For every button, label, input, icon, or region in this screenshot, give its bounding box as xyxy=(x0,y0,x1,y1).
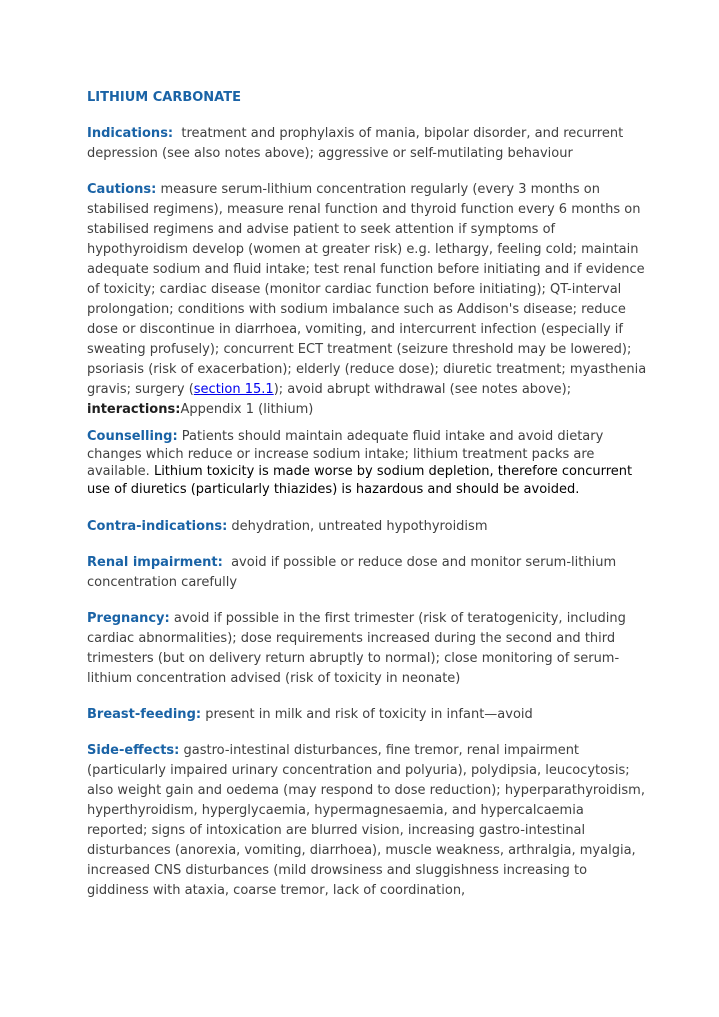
indications-section xyxy=(87,124,647,164)
section-15-1-link[interactable]: section 15.1 xyxy=(193,382,274,397)
side-effects-text: gastro-intestinal disturbances, fine tremor, renal impairment (particularly impaired urinary concentration and polyuria), polydipsia, leucocytosis; also weight gain and oedema (may respond to dose reduction); hyperparathyroidism, hyperthyroidism, hyperglycaemia, hypermagnesaemia, and hypercalcaemia reported; signs of intoxication are blurred vision, increasing gastro-intestinal disturbances (anorexia, vomiting, diarrhoea), muscle weakness, arthralgia, myalgia, increased CNS disturbances (mild drowsiness and sluggishness increasing to giddiness with ataxia, coarse tremor, lack of coordination, xyxy=(87,743,645,898)
interactions-label: interactions: xyxy=(87,402,181,417)
monograph-title: LITHIUM CARBONATE xyxy=(87,90,241,105)
counselling-warning: Lithium toxicity is made worse by sodium depletion, therefore concurrent use of diuretics (particularly thiazides) is hazardous and should be avoided. xyxy=(87,464,633,497)
breast-feeding-label: Breast-feeding: xyxy=(87,707,202,722)
contra-indications-label: Contra-indications: xyxy=(87,519,228,534)
interactions-text: Appendix 1 (lithium) xyxy=(180,402,314,417)
counselling-section xyxy=(87,428,647,498)
renal-impairment-text: avoid if possible or reduce dose and monitor serum-lithium concentration carefully xyxy=(87,555,621,590)
counselling-text: Patients should maintain adequate fluid intake and avoid dietary changes which reduce or increase sodium intake; lithium treatment packs are available. xyxy=(87,429,604,479)
pregnancy-label: Pregnancy: xyxy=(87,611,170,626)
counselling-label: Counselling: xyxy=(87,429,178,444)
cautions-section xyxy=(87,180,647,420)
document-page xyxy=(87,88,647,917)
contra-indications-section xyxy=(87,517,647,537)
side-effects-label: Side-effects: xyxy=(87,743,180,758)
side-effects-section xyxy=(87,741,647,901)
renal-impairment-label: Renal impairment: xyxy=(87,555,223,570)
cautions-text: measure serum-lithium concentration regularly (every 3 months on stabilised regimens), measure renal function and thyroid function every 6 months on stabilised regimens and advise patient to seek attention if symptoms of hypothyroidism develop (women at greater risk) e.g. lethargy, feeling cold; maintain adequate sodium and fluid intake; test renal function before initiating and if evidence of toxicity; cardiac disease (monitor cardiac function before initiating); QT-interval prolongation; conditions with sodium imbalance such as Addison's disease; reduce dose or discontinue in diarrhoea, vomiting, and intercurrent infection (especially if sweating profusely); concurrent ECT treatment (seizure threshold may be lowered); psoriasis (risk of exacerbation); elderly (reduce dose); diuretic treatment; myasthenia gravis; surgery ( xyxy=(87,182,647,397)
contra-indications-text: dehydration, untreated hypothyroidism xyxy=(227,519,488,534)
cautions-text-after-link: ); avoid abrupt withdrawal (see notes above); xyxy=(273,382,572,397)
indications-label: Indications: xyxy=(87,126,174,141)
breast-feeding-text: present in milk and risk of toxicity in infant—avoid xyxy=(201,707,533,722)
breast-feeding-section xyxy=(87,705,647,725)
pregnancy-text: avoid if possible in the first trimester (risk of teratogenicity, including cardiac abnormalities); dose requirements increased during the second and third trimesters (but on delivery return abruptly to normal); close monitoring of serum-lithium concentration advised (risk of toxicity in neonate) xyxy=(87,611,626,686)
cautions-label: Cautions: xyxy=(87,182,157,197)
indications-text: treatment and prophylaxis of mania, bipolar disorder, and recurrent depression (see also notes above); aggressive or self-mutilating behaviour xyxy=(87,126,628,161)
renal-impairment-section xyxy=(87,553,647,593)
pregnancy-section xyxy=(87,609,647,689)
